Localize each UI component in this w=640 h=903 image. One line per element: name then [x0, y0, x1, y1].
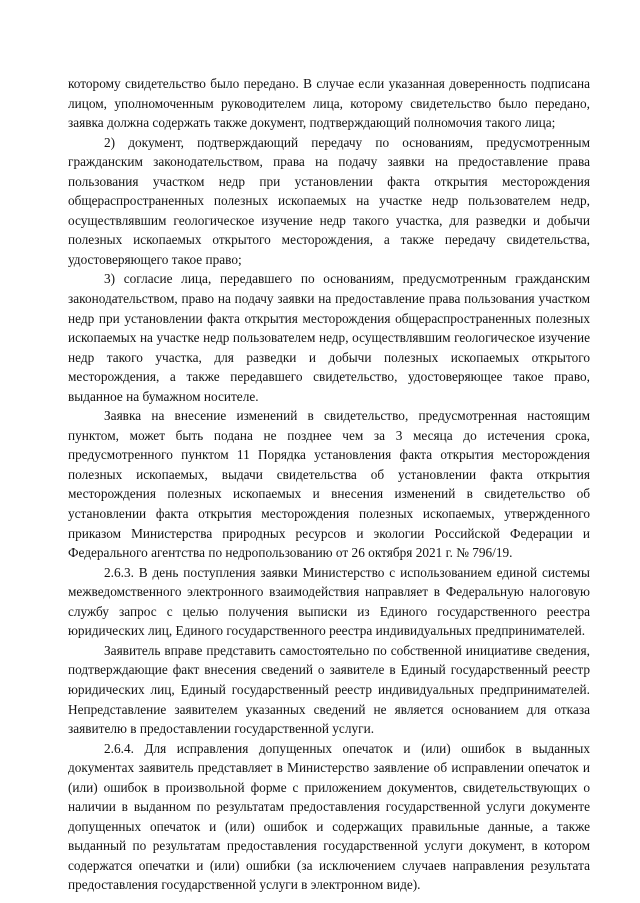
- paragraph-2-6-4: 2.6.4. Для исправления допущенных опечаток и (или) ошибок в выданных документах заявитель представляет в Министерство заявление об исправлении опечаток и (или) ошибок в произвольной форме с приложением документов, свидетельствующих о наличии в выданном по результатам предоставления государственной услуги документе допущенных опечаток и (или) ошибок и содержащих правильные данные, а также выданный по результатам предоставления государственной услуги документ, в котором содержатся опечатки и (или) ошибки (за исключением случаев направления результата предоставления государственной услуги в электронном виде).: [68, 740, 590, 893]
- paragraph-2-6-3: 2.6.3. В день поступления заявки Министерство с использованием единой системы межведомственного электронного взаимодействия направляет в Федеральную налоговую службу запрос с целью получения выписки из Единого государственного реестра юридических лиц, Единого государственного реестра индивидуальных предпринимателей.: [68, 564, 590, 639]
- document-body: [68, 74, 590, 895]
- paragraph-applicant-right: Заявитель вправе представить самостоятельно по собственной инициативе сведения, подтверждающие факт внесения сведений о заявителе в Единый государственный реестр юридических лиц, Единый государственный реестр индивидуальных предпринимателей. Непредставление заявителем указанных сведений не является основанием для отказа заявителю в предоставлении государственной услуги.: [68, 642, 590, 737]
- paragraph-item-2: 2) документ, подтверждающий передачу по основаниям, предусмотренным гражданским законодательством, права на подачу заявки на предоставление права пользования участком недр при установлении факта открытия месторождения общераспространенных полезных ископаемых на участке недр пользователем недр, осуществлявшим геологическое изучение недр такого участка, для разведки и добычи полезных ископаемых открытого месторождения, а также передачу свидетельства, удостоверяющего такое право;: [68, 134, 590, 267]
- paragraph-item-3: 3) согласие лица, передавшего по основаниям, предусмотренным гражданским законодательством, право на подачу заявки на предоставление права пользования участком недр при установлении факта открытия месторождения общераспространенных полезных ископаемых на участке недр пользователем недр, осуществлявшим геологическое изучение недр такого участка, для разведки и добычи полезных ископаемых открытого месторождения, а также передавшего свидетельство, удостоверяющее такое право, выданное на бумажном носителе.: [68, 271, 590, 404]
- paragraph-application-changes: Заявка на внесение изменений в свидетельство, предусмотренная настоящим пунктом, может быть подана не позднее чем за 3 месяца до истечения срока, предусмотренного пунктом 11 Порядка установления факта открытия месторождения полезных ископаемых, выдачи свидетельства об установлении факта открытия месторождения полезных ископаемых и внесения изменений в свидетельство об установлении факта открытия месторождения полезных ископаемых, утвержденного приказом Министерства природных ресурсов и экологии Российской Федерации и Федерального агентства по недропользованию от 26 октября 2021 г. № 796/19.: [68, 408, 590, 561]
- paragraph-continuation: которому свидетельство было передано. В случае если указанная доверенность подписана лицом, уполномоченным руководителем лица, которому свидетельство было передано, заявка должна содержать также документ, подтверждающий полномочия такого лица;: [68, 76, 590, 131]
